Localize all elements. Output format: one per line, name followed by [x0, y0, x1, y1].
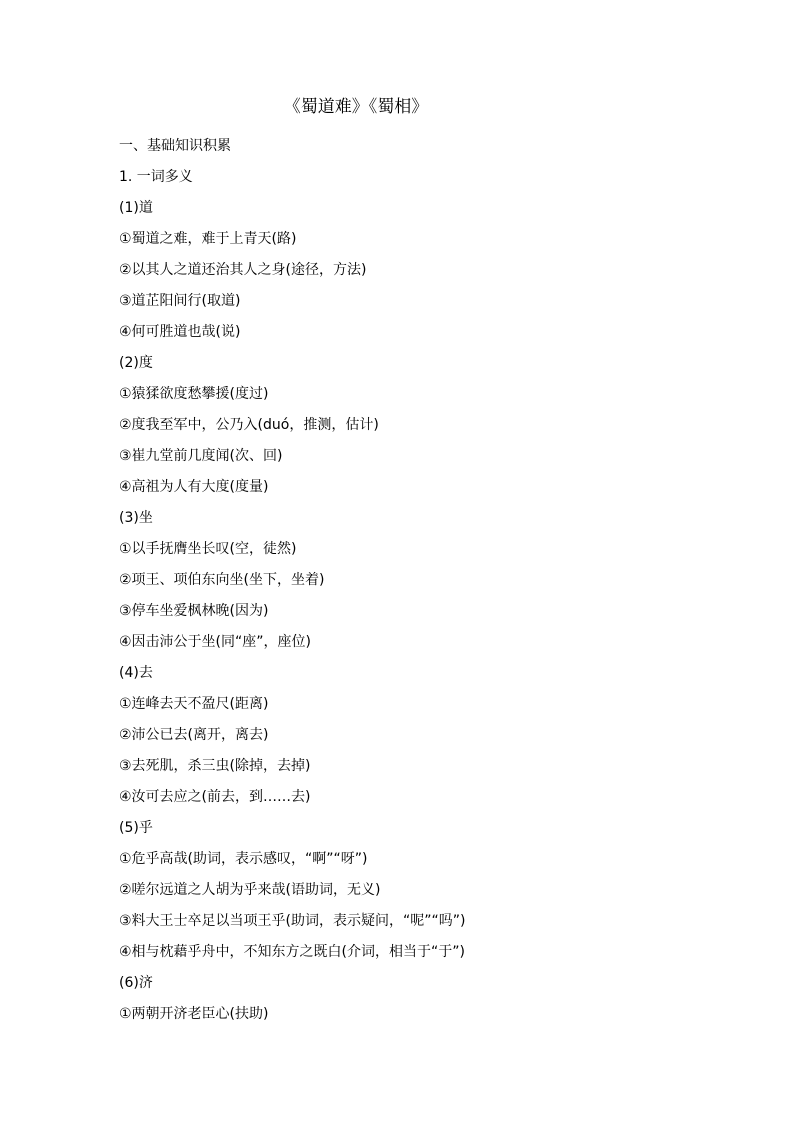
text-line: ④相与枕藉乎舟中，不知东方之既白(介词，相当于“于”) — [119, 944, 465, 960]
text-line: ③崔九堂前几度闻(次、回) — [119, 448, 283, 464]
text-line: (5)乎 — [119, 820, 153, 836]
text-line: ④何可胜道也哉(说) — [119, 324, 241, 340]
text-line: ②以其人之道还治其人之身(途径，方法) — [119, 262, 367, 278]
text-line: (6)济 — [119, 975, 153, 991]
text-line: ①以手抚膺坐长叹(空，徒然) — [119, 541, 297, 557]
text-line: ③停车坐爱枫林晚(因为) — [119, 603, 269, 619]
text-line: ②嗟尔远道之人胡为乎来哉(语助词，无义) — [119, 882, 381, 898]
text-line: ④汝可去应之(前去，到……去) — [119, 789, 311, 805]
text-line: ①猿猱欲度愁攀援(度过) — [119, 386, 269, 402]
text-line: ④高祖为人有大度(度量) — [119, 479, 269, 495]
text-line: (1)道 — [119, 200, 153, 216]
text-line: 一、基础知识积累 — [119, 138, 231, 154]
text-line: (3)坐 — [119, 510, 153, 526]
text-line: (2)度 — [119, 355, 153, 371]
text-line: ②项王、项伯东向坐(坐下，坐着) — [119, 572, 325, 588]
text-line: ①两朝开济老臣心(扶助) — [119, 1006, 269, 1022]
text-line: ③料大王士卒足以当项王乎(助词，表示疑问，“呢”“吗”) — [119, 913, 466, 929]
text-line: ④因击沛公于坐(同“座”，座位) — [119, 634, 311, 650]
text-line: ②沛公已去(离开，离去) — [119, 727, 269, 743]
text-line: ③去死肌，杀三虫(除掉，去掉) — [119, 758, 311, 774]
text-line: ①连峰去天不盈尺(距离) — [119, 696, 269, 712]
document-body — [119, 131, 719, 1030]
text-line: (4)去 — [119, 665, 153, 681]
document-title: 《蜀道难》《蜀相》 — [283, 97, 429, 117]
text-line: 1. 一词多义 — [119, 169, 193, 185]
text-line: ①危乎高哉(助词，表示感叹，“啊”“呀”) — [119, 851, 368, 867]
text-line: ①蜀道之难，难于上青天(路) — [119, 231, 297, 247]
text-line: ③道芷阳间行(取道) — [119, 293, 241, 309]
text-line: ②度我至军中，公乃入(duó，推测，估计) — [119, 417, 379, 433]
